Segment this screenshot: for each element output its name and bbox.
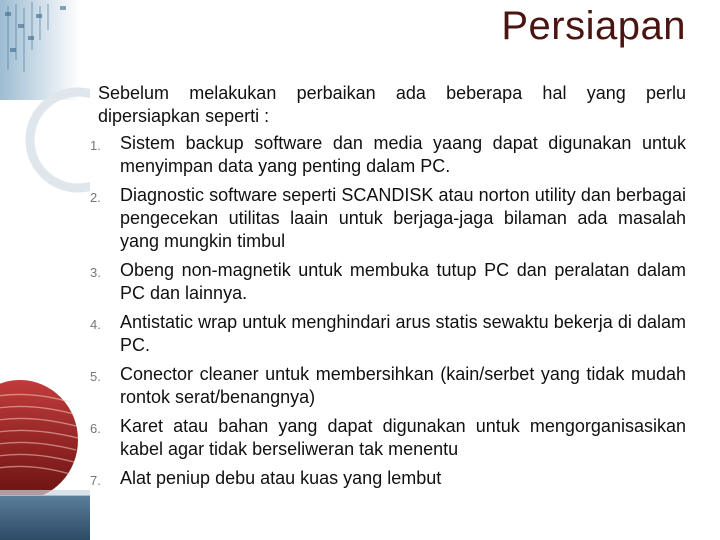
list-item-number: 3. [90, 265, 101, 280]
list-item [90, 259, 686, 305]
list-item-text: Antistatic wrap untuk menghindari arus statis sewaktu bekerja di dalam PC. [120, 312, 686, 355]
list-item [90, 184, 686, 253]
list-item-text: Diagnostic software seperti SCANDISK atau norton utility dan berbagai pengecekan utilitas laain untuk berjaga-jaga bilaman ada masalah yang mungkin timbul [120, 185, 686, 251]
list-item [90, 363, 686, 409]
list-item-number: 6. [90, 421, 101, 436]
list-item [90, 467, 686, 490]
slide-body [90, 82, 686, 496]
list-item-text: Alat peniup debu atau kuas yang lembut [120, 468, 442, 488]
preparation-list [90, 132, 686, 490]
list-item [90, 132, 686, 178]
list-item-number: 7. [90, 473, 101, 488]
list-item-text: Conector cleaner untuk membersihkan (kain/serbet yang tidak mudah rontok serat/benangnya) [120, 364, 686, 407]
list-item [90, 311, 686, 357]
decorative-side-art [0, 0, 90, 540]
list-item-text: Karet atau bahan yang dapat digunakan untuk mengorganisasikan kabel agar tidak berseliweran tak menentu [120, 416, 686, 459]
list-item [90, 415, 686, 461]
list-item-text: Obeng non-magnetik untuk membuka tutup PC dan peralatan dalam PC dan lainnya. [120, 260, 686, 303]
intro-text: Sebelum melakukan perbaikan ada beberapa hal yang perlu dipersiapkan seperti : [98, 83, 686, 126]
list-item-number: 4. [90, 317, 101, 332]
list-item-number: 2. [90, 190, 101, 205]
list-item-text: Sistem backup software dan media yaang dapat digunakan untuk menyimpan data yang penting dalam PC. [120, 133, 686, 176]
list-item-number: 1. [90, 138, 101, 153]
slide-title: Persiapan [501, 4, 686, 48]
list-item-number: 5. [90, 369, 101, 384]
